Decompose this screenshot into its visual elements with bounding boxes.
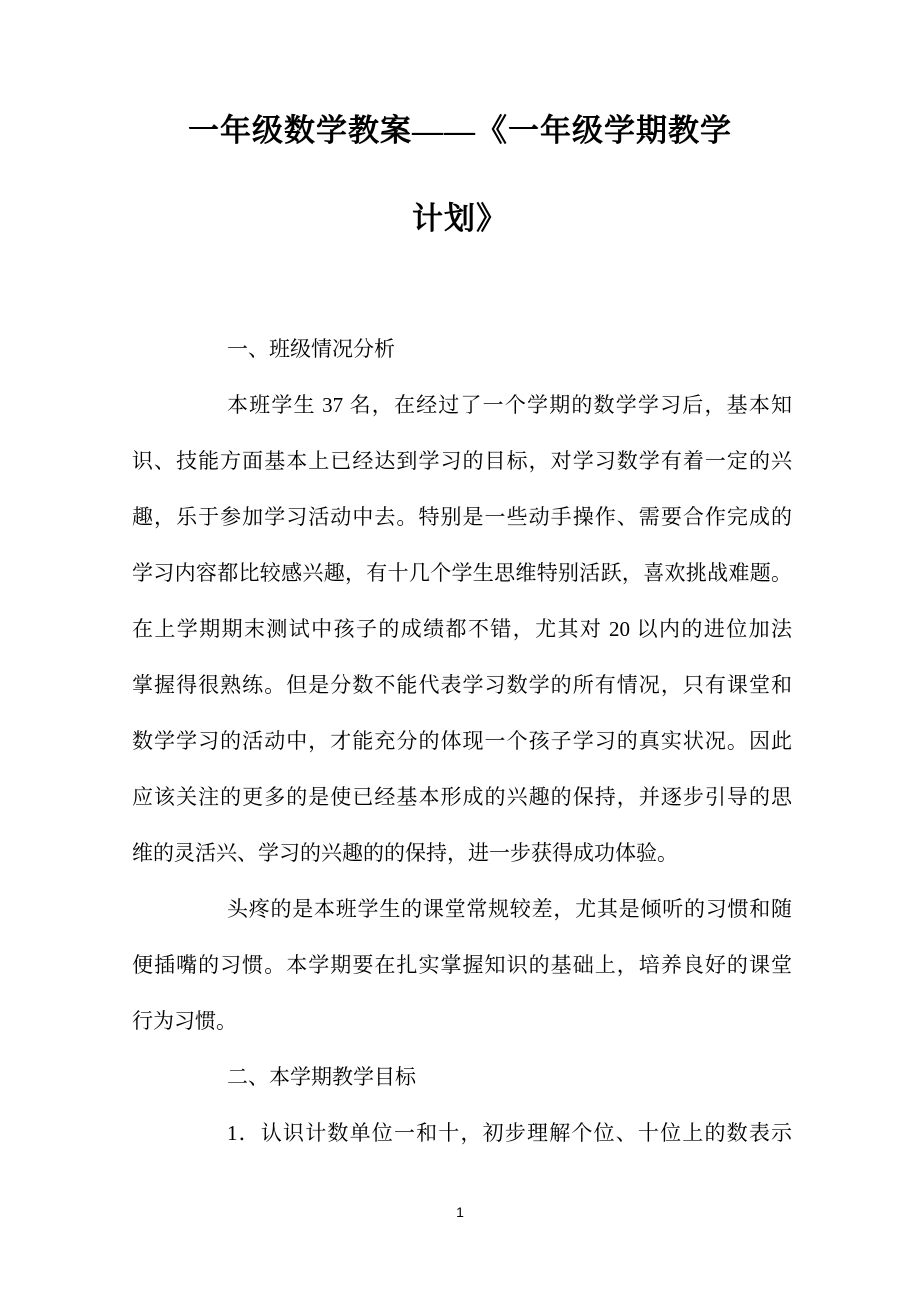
document-title: [0, 0, 920, 263]
paragraph-line: 维的灵活兴、学习的兴趣的的保持，进一步获得成功体验。: [132, 841, 678, 865]
paragraph-line: 趣，乐于参加学习活动中去。特别是一些动手操作、需要合作完成的: [132, 505, 792, 529]
paragraph-line: 本班学生 37 名，在经过了一个学期的数学学习后，基本知: [227, 393, 792, 417]
list-item-goal-1: 1．认识计数单位一和十，初步理解个位、十位上的数表示: [227, 1121, 792, 1145]
section-heading-class-analysis: 一、班级情况分析: [227, 337, 395, 361]
paragraph-line: 学习内容都比较感兴趣，有十几个学生思维特别活跃，喜欢挑战难题。: [132, 561, 792, 585]
document-title-line-1: 一年级数学教案——《一年级学期教学: [188, 113, 732, 148]
document-body: [132, 321, 792, 1161]
paragraph-line: 行为习惯。: [132, 1009, 237, 1033]
page-number: 1: [456, 1204, 464, 1220]
paragraph-line: 应该关注的更多的是使已经基本形成的兴趣的保持，并逐步引导的思: [132, 785, 792, 809]
paragraph-line: 便插嘴的习惯。本学期要在扎实掌握知识的基础上，培养良好的课堂: [132, 953, 792, 977]
paragraph-line: 识、技能方面基本上已经达到学习的目标，对学习数学有着一定的兴: [132, 449, 792, 473]
paragraph-line: 在上学期期末测试中孩子的成绩都不错，尤其对 20 以内的进位加法: [132, 617, 792, 641]
paragraph-line: 掌握得很熟练。但是分数不能代表学习数学的所有情况，只有课堂和: [132, 673, 792, 697]
document-title-line-2: 计划》: [412, 201, 508, 236]
paragraph-line: 头疼的是本班学生的课堂常规较差，尤其是倾听的习惯和随: [227, 897, 792, 921]
section-heading-teaching-goals: 二、本学期教学目标: [227, 1065, 416, 1089]
paragraph-line: 数学学习的活动中，才能充分的体现一个孩子学习的真实状况。因此: [132, 729, 792, 753]
